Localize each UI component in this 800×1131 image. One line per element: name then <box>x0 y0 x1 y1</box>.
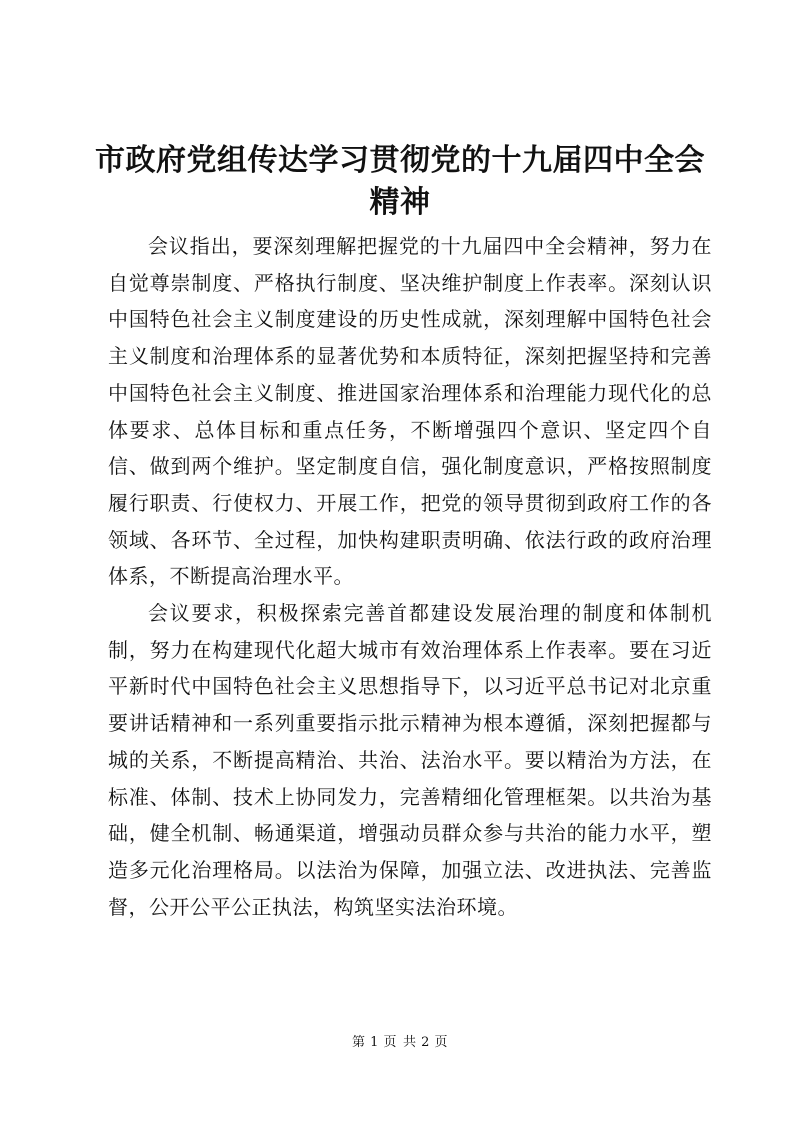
paragraph-1: 会议指出，要深刻理解把握党的十九届四中全会精神，努力在自觉尊崇制度、严格执行制度、坚决维护制度上作表率。深刻认识中国特色社会主义制度建设的历史性成就，深刻理解中国特色社会主义制度和治理体系的显著优势和本质特征，深刻把握坚持和完善中国特色社会主义制度、推进国家治理体系和治理能力现代化的总体要求、总体目标和重点任务，不断增强四个意识、坚定四个自信、做到两个维护。坚定制度自信，强化制度意识，严格按照制度履行职责、行使权力、开展工作，把党的领导贯彻到政府工作的各领域、各环节、全过程，加快构建职责明确、依法行政的政府治理体系，不断提高治理水平。 <box>108 234 712 589</box>
document-body <box>108 228 712 925</box>
page-footer <box>0 1034 800 1052</box>
paragraph-2: 会议要求，积极探索完善首都建设发展治理的制度和体制机制，努力在构建现代化超大城市有效治理体系上作表率。要在习近平新时代中国特色社会主义思想指导下，以习近平总书记对北京重要讲话精神和一系列重要指示批示精神为根本遵循，深刻把握都与城的关系，不断提高精治、共治、法治水平。要以精治为方法，在标准、体制、技术上协同发力，完善精细化管理框架。以共治为基础，健全机制、畅通渠道，增强动员群众参与共治的能力水平，塑造多元化治理格局。以法治为保障，加强立法、改进执法、完善监督，公开公平公正执法，构筑坚实法治环境。 <box>108 601 712 919</box>
document-title: 市政府党组传达学习贯彻党的十九届四中全会精神 <box>95 143 705 220</box>
total-pages: 共 2 页 <box>403 1035 449 1050</box>
page-number: 第 1 页 <box>351 1035 397 1050</box>
